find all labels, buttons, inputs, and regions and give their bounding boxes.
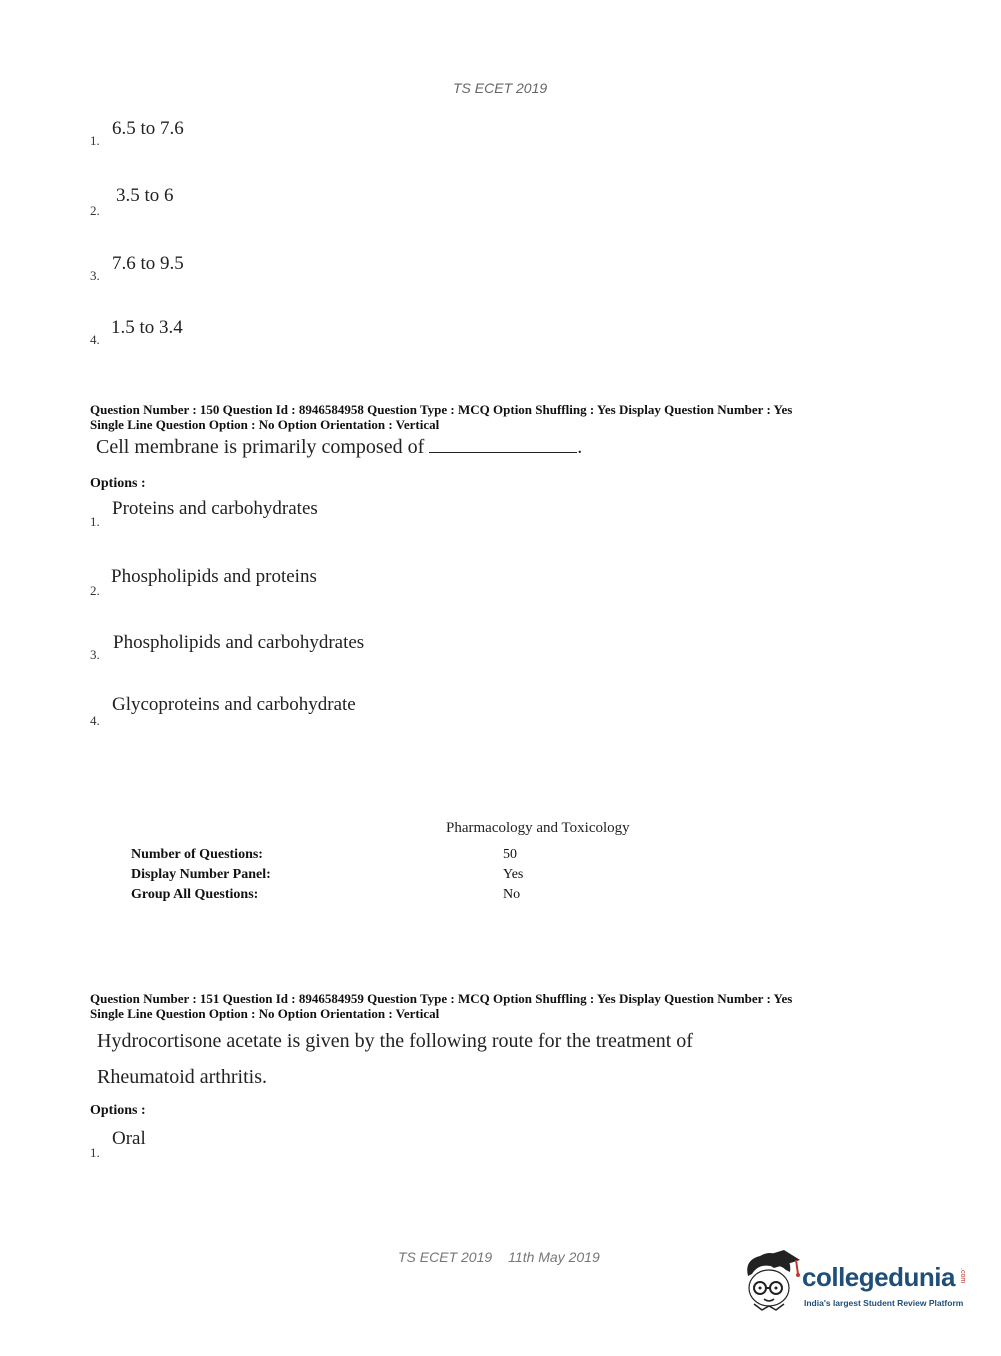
q149-option-3-text: 7.6 to 9.5 xyxy=(112,253,184,274)
section-display-number-panel-label: Display Number Panel: xyxy=(131,867,271,882)
q151-option-1-text: Oral xyxy=(112,1128,146,1149)
section-number-of-questions-value: 50 xyxy=(503,847,517,862)
footer xyxy=(398,1249,600,1265)
q150-option-3-number: 3. xyxy=(90,647,100,662)
collegedunia-logo xyxy=(740,1248,970,1318)
q150-options-label: Options : xyxy=(90,476,146,491)
q151-meta-line-2: Single Line Question Option : No Option Orientation : Vertical xyxy=(90,1006,440,1021)
q149-option-4-number: 4. xyxy=(90,332,100,347)
q151-options-label: Options : xyxy=(90,1103,146,1118)
q149-option-1-number: 1. xyxy=(90,133,100,148)
section-number-of-questions-label: Number of Questions: xyxy=(131,847,263,862)
q149-option-4-text: 1.5 to 3.4 xyxy=(111,317,183,338)
q149-option-2-number: 2. xyxy=(90,203,100,218)
section-display-number-panel-value: Yes xyxy=(503,867,524,882)
q149-option-1-text: 6.5 to 7.6 xyxy=(112,118,184,139)
q150-option-3-text: Phospholipids and carbohydrates xyxy=(113,632,365,653)
q150-option-1-number: 1. xyxy=(90,514,100,529)
logo-com-suffix: .com xyxy=(959,1268,966,1284)
q151-meta-line-1: Question Number : 151 Question Id : 8946584959 Question Type : MCQ Option Shuffling : Yes Display Question Number : Yes xyxy=(90,991,793,1006)
section-group-all-questions-label: Group All Questions: xyxy=(131,887,259,902)
q150-stem-text: Cell membrane is primarily composed of xyxy=(96,436,425,458)
section-group-all-questions-value: No xyxy=(503,887,521,902)
footer-exam: TS ECET 2019 xyxy=(398,1249,493,1265)
logo-brand-text: collegedunia xyxy=(802,1262,955,1292)
q151-stem-line-2: Rheumatoid arthritis. xyxy=(97,1066,267,1088)
page-header-title: TS ECET 2019 xyxy=(453,80,548,96)
q150-stem xyxy=(96,436,582,459)
q150-option-4-text: Glycoproteins and carbohydrate xyxy=(112,694,356,715)
mascot-icon xyxy=(740,1248,802,1314)
q150-stem-blank xyxy=(429,436,577,453)
q149-option-2-text: 3.5 to 6 xyxy=(116,185,174,206)
logo-tagline: India's largest Student Review Platform xyxy=(804,1298,964,1308)
q151-option-1-number: 1. xyxy=(90,1145,100,1160)
q149-option-3-number: 3. xyxy=(90,268,100,283)
q150-stem-end: . xyxy=(577,436,583,458)
footer-date: 11th May 2019 xyxy=(508,1249,600,1265)
q150-option-2-text: Phospholipids and proteins xyxy=(111,566,317,587)
q150-option-2-number: 2. xyxy=(90,583,100,598)
q150-meta-line-2: Single Line Question Option : No Option Orientation : Vertical xyxy=(90,417,440,432)
q150-option-4-number: 4. xyxy=(90,713,100,728)
q150-option-1-text: Proteins and carbohydrates xyxy=(112,498,318,519)
q151-stem-line-1: Hydrocortisone acetate is given by the following route for the treatment of xyxy=(97,1030,693,1052)
q150-meta-line-1: Question Number : 150 Question Id : 8946584958 Question Type : MCQ Option Shuffling : Yes Display Question Number : Yes xyxy=(90,402,793,417)
section-title: Pharmacology and Toxicology xyxy=(446,820,630,836)
